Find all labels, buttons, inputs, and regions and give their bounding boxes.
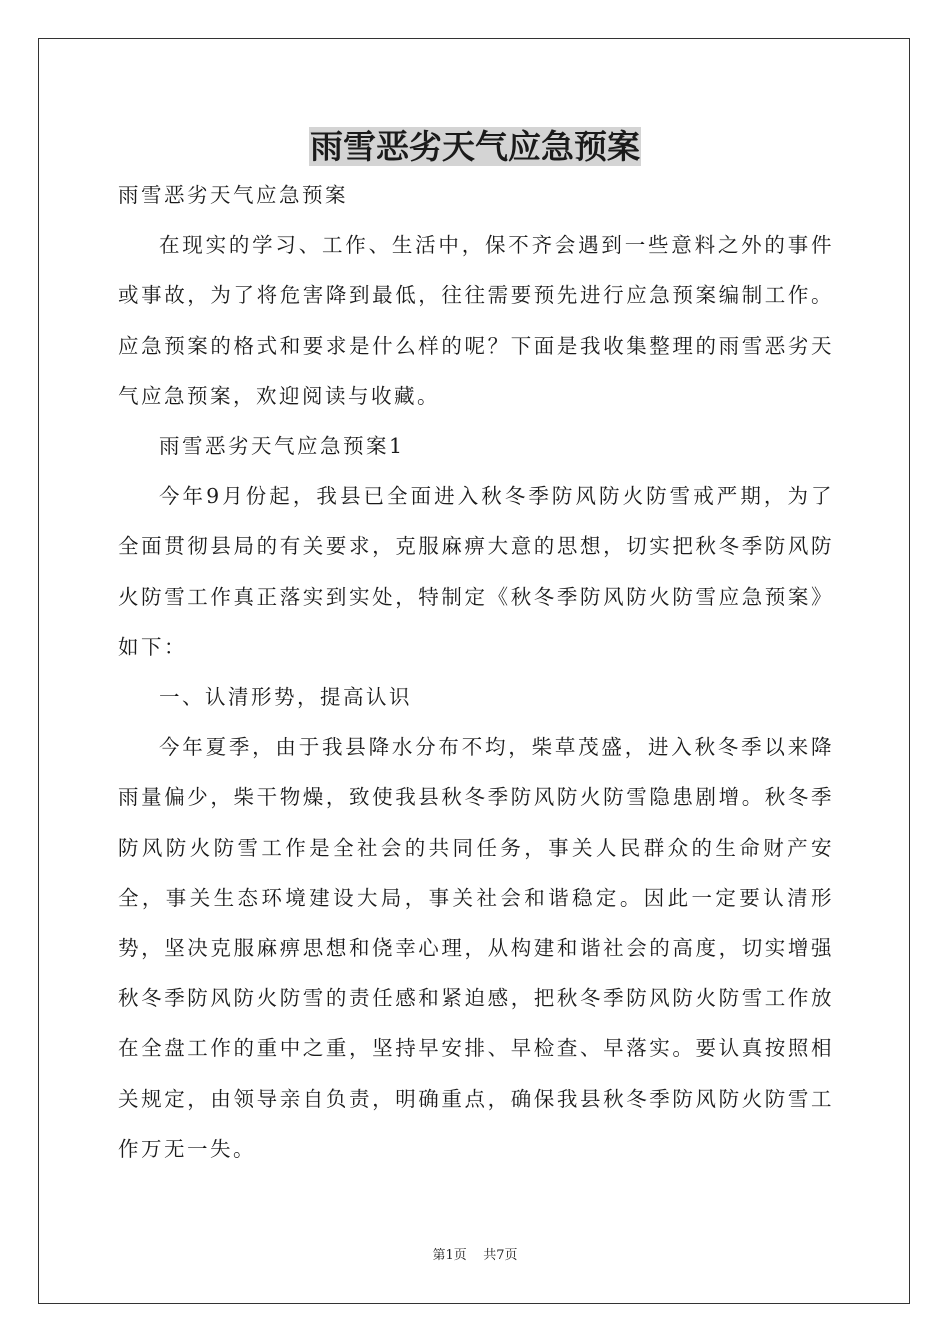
paragraph-section-heading: 雨雪恶劣天气应急预案1 <box>159 434 405 459</box>
page-total: 共7页 <box>483 1248 518 1263</box>
paragraph-subheading: 一、认清形势，提高认识 <box>159 685 412 710</box>
paragraph-body: 今年夏季，由于我县降水分布不均，柴草茂盛，进入秋冬季以来降雨量偏少，柴干物燥，致使我县秋冬季防风防火防雪隐患剧增。秋冬季防风防火防雪工作是全社会的共同任务，事关人民群众的生命财产安全，事关生态环境建设大局，事关社会和谐稳定。因此一定要认清形势，坚决克服麻痹思想和侥幸心理，从构建和谐社会的高度，切实增强秋冬季防风防火防雪的责任感和紧迫感，把秋冬季防风防火防雪工作放在全盘工作的重中之重，坚持早安排、早检查、早落实。要认真按照相关规定，由领导亲自负责，明确重点，确保我县秋冬季防风防火防雪工作万无一失。 <box>118 735 834 1161</box>
document-title <box>0 124 950 170</box>
document-body <box>118 170 834 1174</box>
paragraph-body: 今年9月份起，我县已全面进入秋冬季防风防火防雪戒严期，为了全面贯彻县局的有关要求，克服麻痹大意的思想，切实把秋冬季防风防火防雪工作真正落实到实处，特制定《秋冬季防风防火防雪应急预案》如下： <box>118 484 834 659</box>
page-footer <box>0 1246 950 1266</box>
footer-spacer <box>467 1248 484 1263</box>
paragraph-intro: 在现实的学习、工作、生活中，保不齐会遇到一些意料之外的事件或事故，为了将危害降到最低，往往需要预先进行应急预案编制工作。应急预案的格式和要求是什么样的呢？下面是我收集整理的雨雪恶劣天气应急预案，欢迎阅读与收藏。 <box>118 233 834 408</box>
paragraph-subtitle: 雨雪恶劣天气应急预案 <box>118 183 348 207</box>
page-number: 第1页 <box>432 1248 467 1263</box>
document-title-text: 雨雪恶劣天气应急预案 <box>310 127 640 166</box>
